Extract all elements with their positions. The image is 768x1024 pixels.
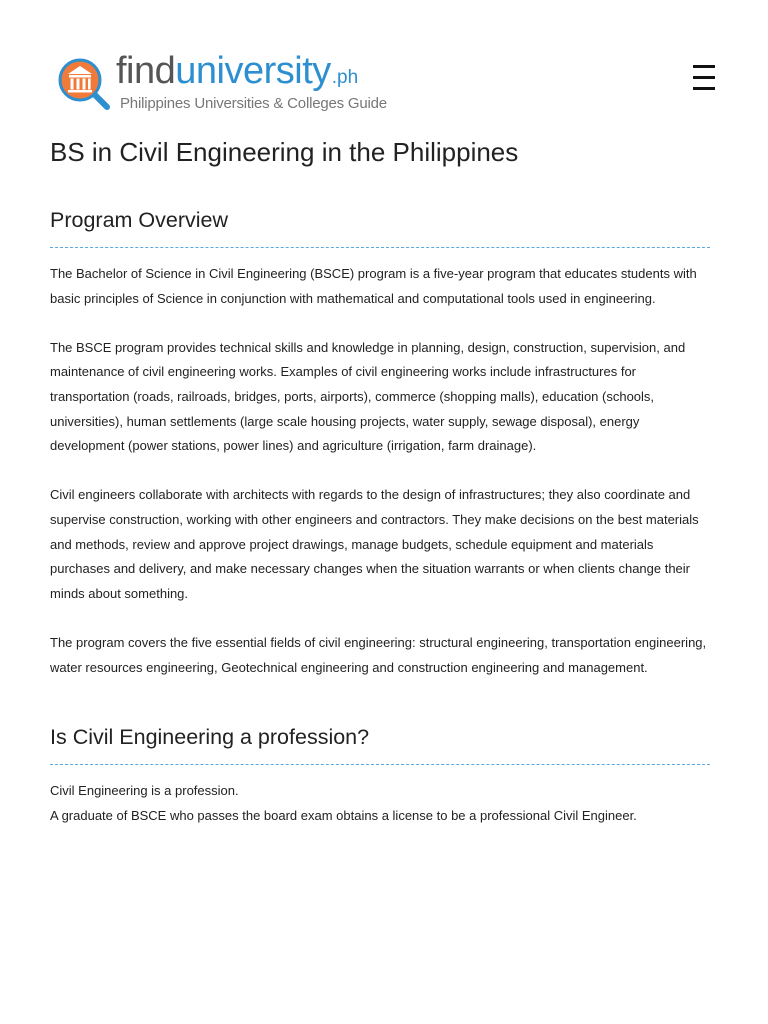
- logo-text-tld: .ph: [331, 67, 359, 88]
- logo-text-university: university: [175, 50, 331, 92]
- section-program-overview: [50, 205, 710, 680]
- paragraph: Civil engineers collaborate with architects with regards to the design of infrastructures; they also coordinate and supervise construction, working with other engineers and contractors. They make decisions on the best materials and methods, review and approve project drawings, manage budgets, schedule equipment and materials purchases and delivery, and make necessary changes when the situation warrants or when clients change their minds about something.: [50, 487, 699, 601]
- main-content: [50, 125, 710, 828]
- section-heading: Program Overview: [50, 205, 710, 248]
- logo-wordmark: [116, 52, 358, 90]
- paragraph: Civil Engineering is a profession.: [50, 783, 239, 799]
- paragraph: The program covers the five essential fields of civil engineering: structural engineering, transportation engineering, water resources engineering, Geotechnical engineering and construction engineering and management.: [50, 634, 707, 675]
- section-profession: [50, 722, 710, 828]
- section-heading: Is Civil Engineering a profession?: [50, 722, 710, 765]
- menu-button[interactable]: [692, 65, 718, 91]
- site-header: [0, 0, 768, 125]
- paragraph: The BSCE program provides technical skills and knowledge in planning, design, construction, supervision, and maintenance of civil engineering works. Examples of civil engineering works include infrastructures for transportation (roads, railroads, bridges, ports, airports), commerce (shopping malls), education (schools, universities), human settlements (large scale housing projects, water supply, sewage disposal), energy development (power stations, power lines) and agriculture (irrigation, farm drainage).: [50, 339, 686, 454]
- logo-tagline: Philippines Universities & Colleges Guide: [120, 95, 387, 112]
- page-title: BS in Civil Engineering in the Philippines: [50, 137, 519, 167]
- paragraph: A graduate of BSCE who passes the board exam obtains a license to be a professional Civil Engineer.: [50, 807, 637, 823]
- paragraph: The Bachelor of Science in Civil Engineering (BSCE) program is a five-year program that educates students with basic principles of Science in conjunction with mathematical and computational tools used in engineering.: [50, 266, 697, 306]
- magnifier-pillar-icon: [58, 56, 116, 112]
- site-logo[interactable]: [58, 50, 387, 116]
- logo-text-find: find: [116, 50, 176, 92]
